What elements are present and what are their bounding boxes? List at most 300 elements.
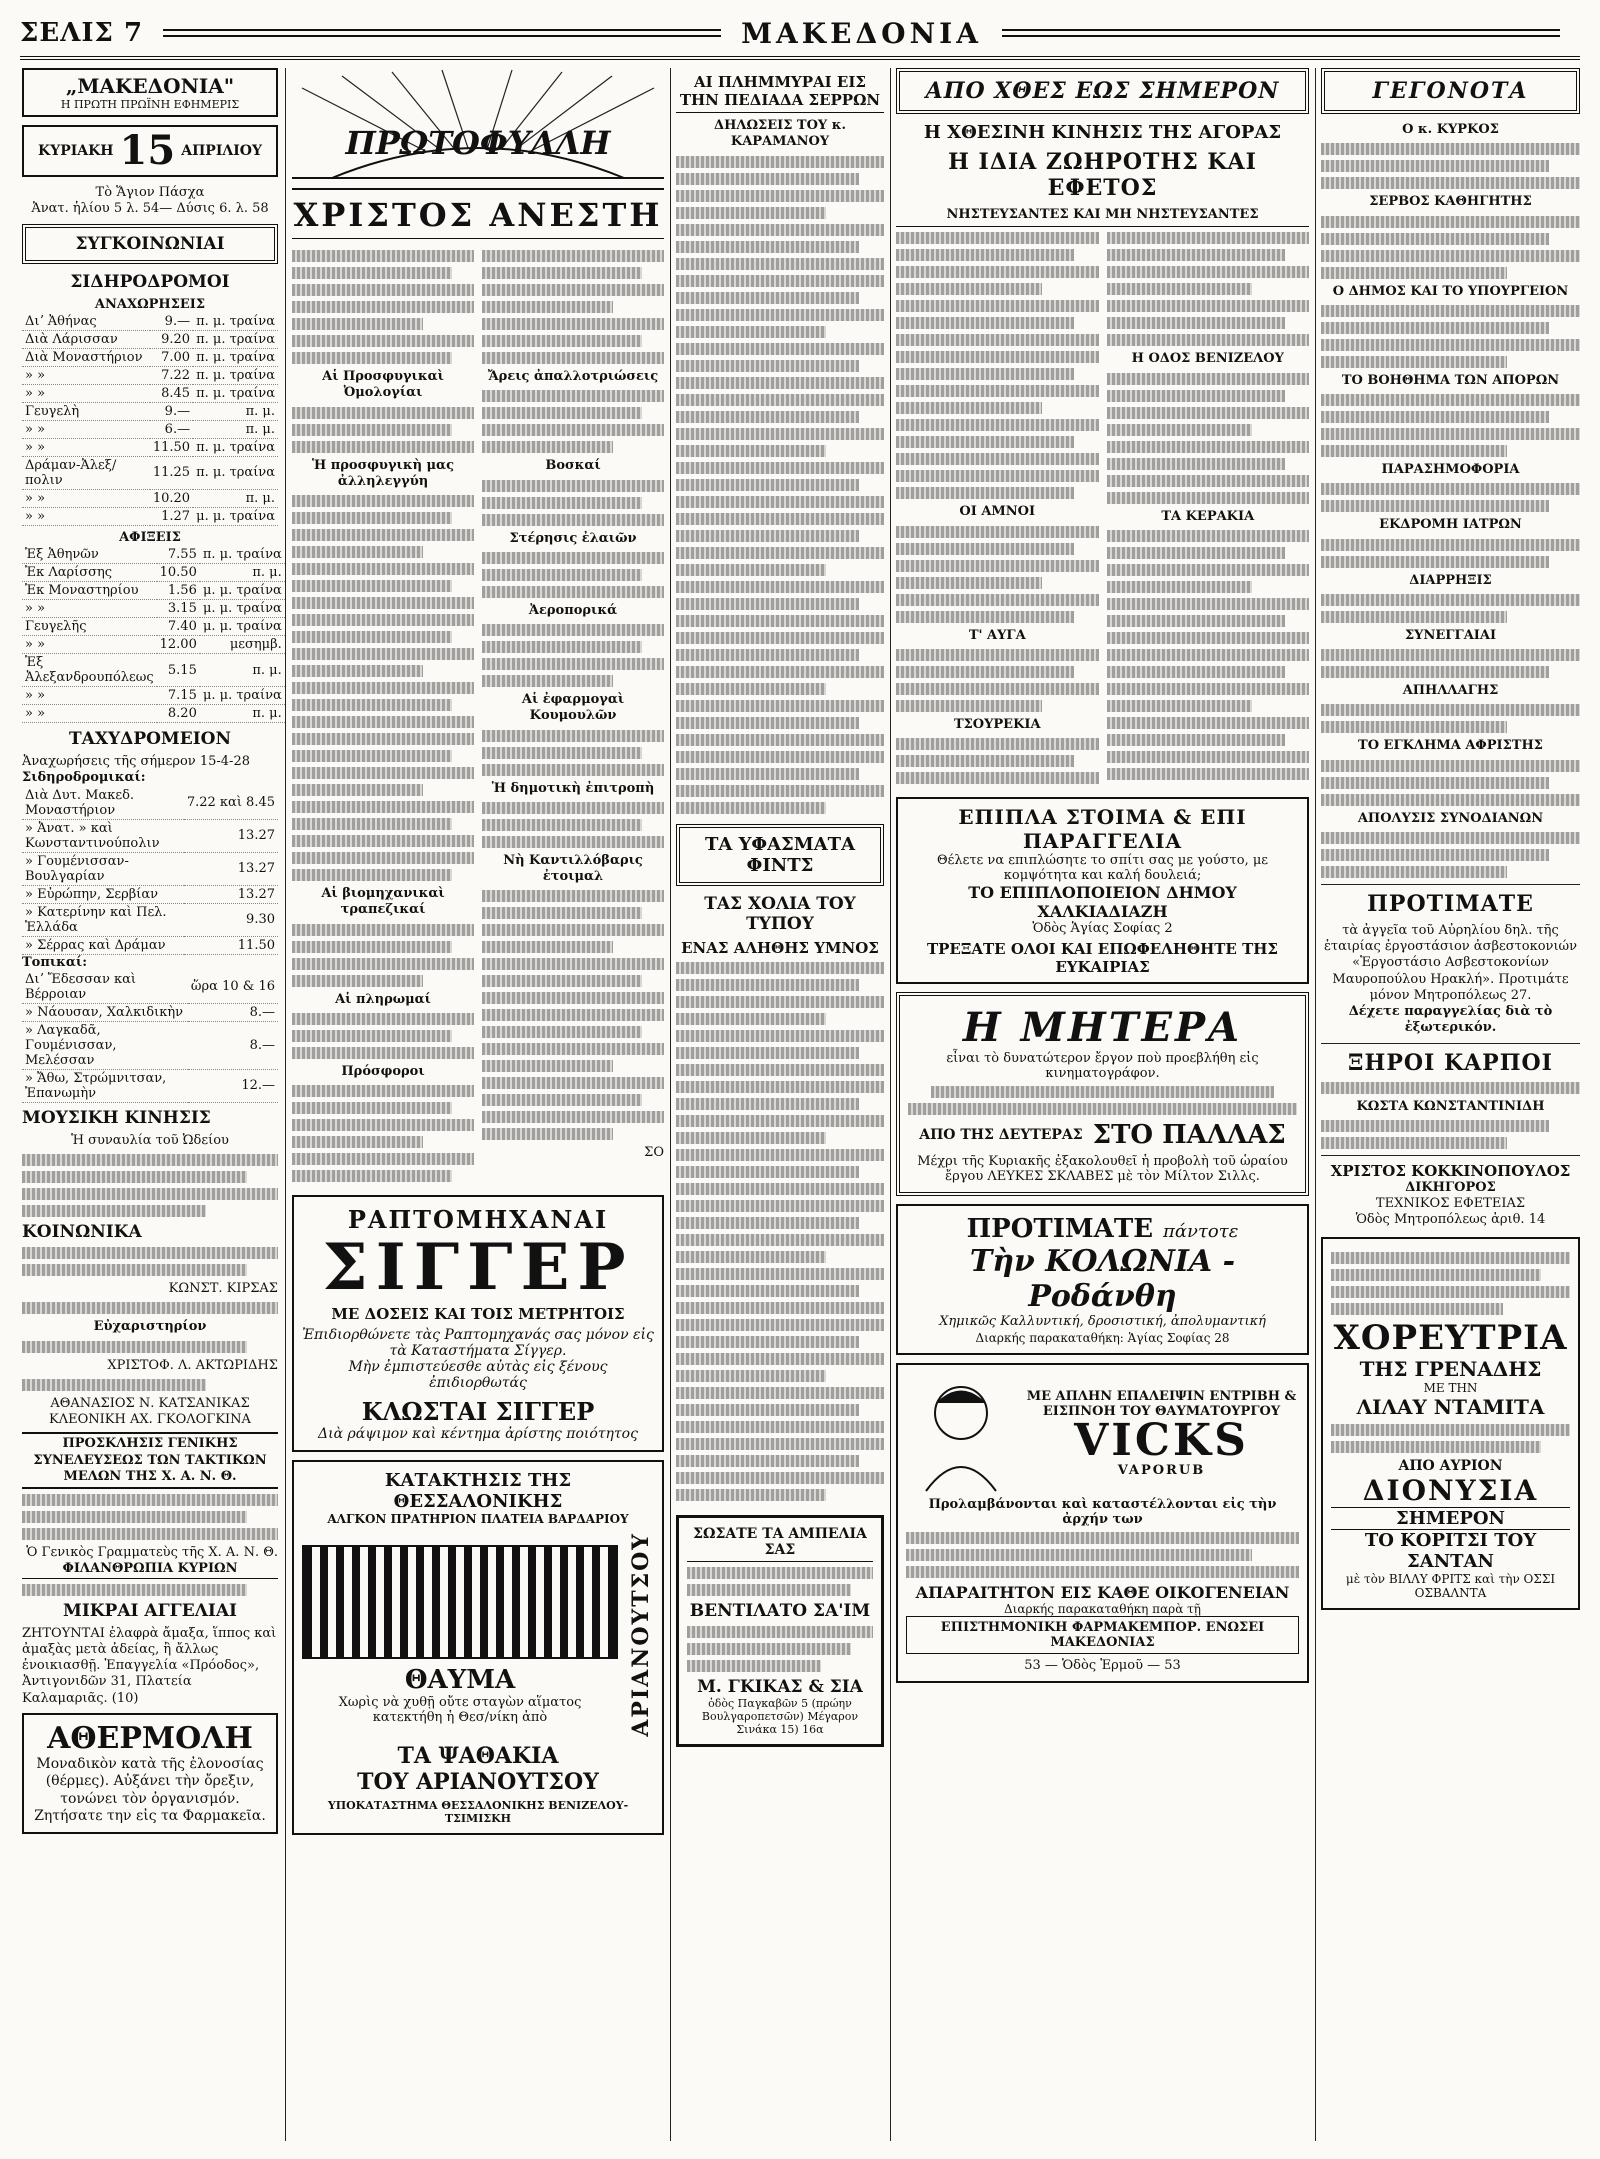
subhead-varia: Πρόσφοροι <box>341 1063 425 1079</box>
text-block <box>482 675 613 687</box>
text-block <box>1321 794 1580 806</box>
text-block <box>931 1086 1273 1098</box>
text-block <box>676 258 884 270</box>
text-block <box>1107 666 1285 678</box>
subhead-plates: Αἱ βιομηχανικαὶ τραπεζικαί <box>321 886 445 918</box>
table-cell: 8.20 <box>157 705 200 723</box>
table-cell: 13.27 <box>184 819 278 852</box>
text-block <box>676 1234 884 1246</box>
column-2 <box>292 68 664 2141</box>
text-block <box>22 1584 247 1596</box>
table-cell: π. μ. τραίνα <box>193 348 278 366</box>
text-block <box>292 563 474 575</box>
text-block <box>482 958 664 970</box>
text-block <box>292 1119 474 1131</box>
singer-text-2: Μὴν ἐμπιστεύεσθε αὐτὰς εἰς ξένους ἐπιδιορθωτάς <box>348 1359 608 1392</box>
text-block <box>482 441 613 453</box>
table-cell: 9.— <box>150 402 193 420</box>
shop-brand: ΑΡΙΑΝΟΥΤΣΟΥ <box>628 1532 654 1737</box>
text-block <box>1321 1082 1580 1094</box>
thermoli-ad <box>22 1713 278 1834</box>
text-block <box>292 941 452 953</box>
text-block <box>1321 704 1580 716</box>
subhead-arrests: Ἄρεις ἀπαλλοτριώσεις <box>487 369 659 384</box>
table-cell: 11.50 <box>150 438 193 456</box>
table-cell: μ. μ. τραίνα <box>193 507 278 525</box>
table-cell: 1.56 <box>157 582 200 600</box>
ventilato-ad <box>676 1515 884 1747</box>
text-block <box>22 1205 206 1217</box>
market-column-right <box>1107 227 1310 789</box>
dancer-name: ΛΙΛΑΥ ΝΤΑΜΙΤΑ <box>1356 1394 1545 1419</box>
table-row <box>22 507 278 525</box>
arianoutsos-ad <box>292 1460 664 1835</box>
text-block <box>1107 717 1310 729</box>
text-block <box>1107 598 1310 610</box>
thanks-signature-1: ΧΡΙΣΤΟΦ. Λ. ΑΚΤΩΡΙΔΗΣ <box>107 1357 278 1373</box>
text-block <box>1107 266 1310 278</box>
text-block <box>687 1643 851 1655</box>
singer-thread: ΚΛΩΣΤΑΙ ΣΙΓΓΕΡ <box>361 1397 595 1427</box>
masthead-box <box>22 68 278 117</box>
table-cell: 11.50 <box>184 936 278 954</box>
text-block <box>482 975 642 987</box>
column-3 <box>676 68 884 2141</box>
table-cell: μεσημβ. <box>200 636 285 654</box>
table-cell: 7.15 <box>157 687 200 705</box>
text-block <box>22 1264 247 1276</box>
text-block <box>482 641 642 653</box>
film-cinema: ΣΤΟ ΠΑΛΛΑΣ <box>1092 1120 1286 1150</box>
text-block <box>482 335 642 347</box>
text-block <box>1107 615 1285 627</box>
table-cell: » » <box>22 366 150 384</box>
table-cell: μ. μ. τραίνα <box>200 582 285 600</box>
text-block <box>896 577 1042 589</box>
subhead-venizelou: Η ΟΔΟΣ ΒΕΝΙΖΕΛΟΥ <box>1131 351 1284 367</box>
column-5 <box>1321 68 1580 2141</box>
table-cell: » Σέρρας καὶ Δράμαν <box>22 936 184 954</box>
text-block <box>292 529 474 541</box>
event-6-title: ΕΚΔΡΟΜΗ ΙΑΤΡΩΝ <box>1379 517 1522 533</box>
event-9-title: ΑΠΗΛΛΑΓΗΣ <box>1402 683 1499 698</box>
text-block <box>896 666 1074 678</box>
text-block <box>676 581 884 593</box>
nuts-title: ΞΗΡΟΙ ΚΑΡΠΟΙ <box>1348 1049 1553 1076</box>
subhead-stream: Στέρησις ἐλαιῶν <box>509 530 637 546</box>
text-block <box>1331 1303 1503 1315</box>
table-cell: » » <box>22 438 150 456</box>
text-block <box>482 1060 613 1072</box>
text-block <box>292 284 474 296</box>
table-row <box>22 438 278 456</box>
text-block <box>1321 250 1580 262</box>
subhead-clash: Αἱ ἐφαρμογαὶ Κουμουλῶν <box>521 692 625 724</box>
text-block <box>1107 373 1310 385</box>
vicks-ad <box>896 1363 1309 1683</box>
film-title: Η ΜΗΤΕΡΑ <box>962 1004 1243 1051</box>
text-block <box>292 267 452 279</box>
text-block <box>482 514 664 526</box>
cologne-desc: Χημικῶς Καλλυντική, δροσιστική, ἀπολυμαντική <box>939 1314 1266 1329</box>
text-block <box>676 530 859 542</box>
text-block <box>896 283 1042 295</box>
text-block <box>676 411 859 423</box>
text-block <box>482 1026 642 1038</box>
text-block <box>1107 768 1310 780</box>
text-block <box>676 1421 884 1433</box>
text-block <box>1107 564 1310 576</box>
date-box <box>22 125 278 177</box>
text-block <box>1331 1424 1570 1436</box>
text-block <box>292 648 474 660</box>
table-cell: Ἐκ Μοναστηρίου <box>22 582 157 600</box>
text-block <box>1107 458 1285 470</box>
fabric-headline-box <box>676 824 884 886</box>
text-block <box>676 1370 826 1382</box>
text-block <box>482 407 642 419</box>
railways-title: ΣΙΔΗΡΟΔΡΟΜΟΙ <box>70 271 230 292</box>
arrivals-title: ΑΦΙΞΕΙΣ <box>119 529 181 545</box>
table-cell: 12.— <box>188 1069 278 1102</box>
table-row <box>22 687 285 705</box>
text-block <box>896 594 1099 606</box>
text-block <box>676 979 859 991</box>
subhead-anniversary: Αἱ Προσφυγικαὶ Ὀμολογίαι <box>322 369 444 401</box>
table-row <box>22 564 285 582</box>
text-block <box>676 1047 859 1059</box>
easter-headline: ΧΡΙΣΤΟΣ ΑΝΕΣΤΗ <box>292 196 664 239</box>
text-block <box>1107 283 1253 295</box>
singer-ad <box>292 1195 664 1452</box>
text-block <box>676 1166 859 1178</box>
text-block <box>896 470 1099 482</box>
shop-signature: ΥΠΟΚΑΤΑΣΤΗΜΑ ΘΕΣΣΑΛΟΝΙΚΗΣ ΒΕΝΙΖΕΛΟΥ-ΤΣΙΜΙΣΚΗ <box>327 1798 629 1825</box>
text-block <box>1321 849 1549 861</box>
text-block <box>896 755 1074 767</box>
header-rule <box>1002 29 1560 37</box>
table-cell: Διʼ Ἀθήνας <box>22 313 150 331</box>
text-block <box>292 495 474 507</box>
text-block <box>1321 356 1507 368</box>
dancer-actors: μὲ τὸν ΒΙΛΛΥ ΦΡΙΤΣ καὶ τὴν ΟΣΣΙ ΟΣΒΑΛΝΤΑ <box>1345 1571 1556 1600</box>
table-row <box>22 1021 278 1069</box>
thermoli-text: Μοναδικὸν κατὰ τῆς ἐλονοσίας (θέρμες). Αὐξάνει τὴν ὄρεξιν, τονώνει τὸν ὀργανισμόν. Ζητήσατε την εἰς τα Φαρμακεῖα. <box>34 1755 266 1825</box>
table-cell: π. μ. τραίνα <box>200 546 285 564</box>
text-block <box>1321 760 1580 772</box>
vine-address: ὁδὸς Παγκαβῶν 5 (πρώην Βουλγαροπετσῶν) Μέγαρον Σινάκα 15) 16α <box>701 1696 859 1736</box>
table-cell: 7.22 καὶ 8.45 <box>184 787 278 820</box>
table-cell: Ἐξ Ἀθηνῶν <box>22 546 157 564</box>
text-block <box>482 836 664 848</box>
text-block <box>292 1153 474 1165</box>
banner-word: ΠΡΩΤΟΦΥΛΛΗ <box>345 124 611 162</box>
furniture-address: Ὁδὸς Ἁγίας Σοφίας 2 <box>1032 921 1173 936</box>
prefer-call: Δέχετε παραγγελίας διὰ τὸ ἐξωτερικόν. <box>1348 1004 1553 1036</box>
text-block <box>22 1171 247 1183</box>
text-block <box>896 368 1074 380</box>
text-block <box>1107 581 1253 593</box>
text-block <box>482 1077 664 1089</box>
table-cell: » Λαγκαδᾶ, Γουμένισσαν, Μελέσσαν <box>22 1021 188 1069</box>
text-block <box>482 318 664 330</box>
table-cell: » » <box>22 600 157 618</box>
feast-day: Τὸ Ἅγιον Πάσχα <box>95 185 205 200</box>
masthead-subtitle: Η ΠΡΩΤΗ ΠΡΩΪΝΗ ΕΦΗΜΕΡΙΣ <box>60 98 240 111</box>
text-block <box>22 1154 278 1166</box>
table-cell: π. μ. τραίνα <box>193 438 278 456</box>
text-block <box>292 250 474 262</box>
text-block <box>292 441 474 453</box>
text-block <box>1321 1120 1549 1132</box>
text-block <box>292 958 474 970</box>
text-block <box>1107 632 1310 644</box>
text-block <box>1107 441 1310 453</box>
text-block <box>676 734 884 746</box>
text-block <box>1321 267 1507 279</box>
text-block <box>1321 594 1580 606</box>
text-block <box>676 1387 884 1399</box>
table-row <box>22 636 285 654</box>
text-block <box>1107 475 1310 487</box>
text-block <box>676 496 884 508</box>
text-block <box>906 1532 1299 1544</box>
table-cell: 10.50 <box>157 564 200 582</box>
text-block <box>1321 866 1507 878</box>
table-cell: Γευγελὴ <box>22 402 150 420</box>
text-block <box>1107 700 1253 712</box>
text-block <box>292 750 452 762</box>
table-cell: π. μ. τραίνα <box>193 384 278 402</box>
text-block <box>1107 734 1285 746</box>
table-cell: π. μ. τραίνα <box>193 330 278 348</box>
table-cell: π. μ. τραίνα <box>193 366 278 384</box>
text-block <box>482 624 664 636</box>
text-block <box>896 543 1074 555</box>
event-4-title: ΤΟ ΒΟΗΘΗΜΑ ΤΩΝ ΑΠΟΡΩΝ <box>1341 372 1560 388</box>
text-block <box>676 751 884 763</box>
text-block <box>482 730 664 742</box>
post-title: ΤΑΧΥΔΡΟΜΕΙΟΝ <box>68 729 232 749</box>
text-block <box>292 597 474 609</box>
text-block <box>896 419 1099 431</box>
prefer-title: ΠΡΟΤΙΜΑΤΕ <box>1367 890 1534 917</box>
text-block <box>676 785 884 797</box>
subhead-candles: ΤΑ ΚΕΡΑΚΙΑ <box>1161 508 1255 524</box>
film-bottom: Μέχρι τῆς Κυριακῆς ἐξακολουθεῖ ἡ προβολὴ τοῦ ὡραίου ἔργου ΛΕΥΚΕΣ ΣΚΛΑΒΕΣ μὲ τὸν Μίλτον Σιλλς. <box>917 1154 1288 1184</box>
text-block <box>896 436 1074 448</box>
text-block <box>482 1128 613 1140</box>
lawyer-address: Ὁδὸς Μητροπόλεως ἀριθ. 14 <box>1355 1212 1546 1228</box>
singer-thread-sub: Διὰ ράψιμον καὶ κέντημα ἀρίστης ποιότητος <box>318 1426 638 1443</box>
text-block <box>482 390 664 402</box>
text-block <box>676 768 859 780</box>
event-1-title: Ο κ. ΚΥΡΚΟΣ <box>1402 122 1499 137</box>
text-block <box>482 802 664 814</box>
text-block <box>1321 160 1549 172</box>
text-block <box>1321 322 1549 334</box>
date-number: 15 <box>119 127 176 174</box>
vicks-line: Προλαμβάνονται καὶ καταστέλλονται εἰς τὴν ἀρχήν των <box>928 1497 1277 1527</box>
text-block <box>292 631 452 643</box>
paper-name: ΜΑΚΕΔΟΝΙΑ <box>741 16 982 50</box>
subhead-eggs: Τ' ΑΥΓΑ <box>968 627 1026 643</box>
text-block <box>676 445 826 457</box>
table-row <box>22 787 278 820</box>
table-cell: 9.30 <box>184 903 278 936</box>
table-cell: π. μ. <box>200 654 285 687</box>
divider <box>1321 1155 1580 1156</box>
text-block <box>896 700 1042 712</box>
table-cell: π. μ. <box>200 564 285 582</box>
lawyer-specialty: ΤΕΧΝΙΚΟΣ ΕΦΕΤΕΙΑΣ <box>1375 1196 1526 1211</box>
text-block <box>292 869 452 881</box>
text-block <box>22 1247 278 1259</box>
text-block <box>676 700 884 712</box>
text-block <box>1331 1252 1570 1264</box>
text-block <box>896 334 1099 346</box>
table-cell: » » <box>22 420 150 438</box>
text-block <box>482 586 664 598</box>
text-block <box>676 1285 859 1297</box>
music-subtitle: Ἡ συναυλία τοῦ Ὠδείου <box>71 1132 229 1148</box>
subhead-other: Αἱ πληρωμαί <box>335 991 431 1007</box>
column-4 <box>896 68 1309 2141</box>
text-block <box>896 649 1099 661</box>
text-block <box>896 317 1074 329</box>
text-block <box>896 300 1099 312</box>
text-block <box>676 547 884 559</box>
vicks-address: 53 — Ὁδὸς Ἑρμοῦ — 53 <box>1024 1658 1181 1673</box>
text-block <box>22 1511 247 1523</box>
fabric-subtitle: ΤΑΣ ΧΟΛΙΑ ΤΟΥ ΤΥΠΟΥ <box>704 893 856 934</box>
text-block <box>1321 394 1580 406</box>
table-row <box>22 582 285 600</box>
text-block <box>1321 539 1580 551</box>
table-cell: Ἐξ Ἀλεξανδρουπόλεως <box>22 654 157 687</box>
table-cell: μ. μ. τραίνα <box>200 687 285 705</box>
table-cell: 10.20 <box>150 489 193 507</box>
text-block <box>292 1047 474 1059</box>
text-block <box>676 1472 884 1484</box>
cologne-always: πάντοτε <box>1163 1221 1239 1242</box>
event-3-title: Ο ΔΗΜΟΣ ΚΑΙ ΤΟ ΥΠΟΥΡΓΕΙΟΝ <box>1332 283 1569 299</box>
subhead-news: Ἀεροπορικά <box>528 602 618 618</box>
text-block <box>676 1030 884 1042</box>
article-signature: ΣΟ <box>644 1145 664 1161</box>
text-block <box>906 1566 1299 1578</box>
table-cell: 7.55 <box>157 546 200 564</box>
text-block <box>1331 1286 1570 1298</box>
table-row <box>22 936 278 954</box>
text-block <box>1107 300 1310 312</box>
text-block <box>482 907 642 919</box>
text-block <box>292 1030 452 1042</box>
small-ads-text: ΖΗΤΟΥΝΤΑΙ ἐλαφρὰ ἄμαξα, ἵππος καὶ ἀμαξὰς μετὰ ἀδείας, ἢ ἄλλως ἐνοικιασθῇ. Ἐπαγγελία «Πρόοδος», Ἀντιγονιδῶν 31, Πλατεία Καλαμαριᾶς. (10) <box>22 1625 277 1706</box>
text-block <box>676 615 884 627</box>
table-cell: » Νάουσαν, Χαλκιδικὴν <box>22 1003 188 1021</box>
text-block <box>482 301 613 313</box>
text-block <box>292 1170 452 1182</box>
table-cell: π. μ. τραίνα <box>193 313 278 331</box>
text-block <box>292 1136 423 1148</box>
table-cell: » » <box>22 507 150 525</box>
column-divider <box>670 68 671 2141</box>
text-block <box>292 1013 474 1025</box>
table-cell: 13.27 <box>184 852 278 885</box>
vicks-top <box>906 1373 1299 1493</box>
event-10-title: ΤΟ ΕΓΚΛΗΜΑ ΑΦΡΙΣΤΗΣ <box>1358 738 1543 754</box>
text-block <box>1321 428 1580 440</box>
text-block <box>676 632 884 644</box>
table-cell: 5.15 <box>157 654 200 687</box>
shop-bottom-2: ΤΟΥ ΑΡΙΑΝΟΥΤΣΟΥ <box>357 1768 599 1795</box>
text-block <box>676 1064 884 1076</box>
text-block <box>687 1567 873 1579</box>
text-block <box>676 564 826 576</box>
table-cell: » Κατερίνην καὶ Πελ. Ἑλλάδα <box>22 903 184 936</box>
text-block <box>1321 143 1580 155</box>
text-block <box>482 1111 664 1123</box>
shop-miracle: ΘΑΥΜΑ <box>404 1664 516 1695</box>
text-block <box>676 292 859 304</box>
text-block <box>676 1302 884 1314</box>
text-block <box>676 717 859 729</box>
event-11-title: ΑΠΟΛΥΣΙΣ ΣΥΝΟΔΙΑΝΩΝ <box>1357 810 1544 826</box>
text-block <box>292 818 452 830</box>
text-block <box>676 190 884 202</box>
vicks-brand-2: VAPORUB <box>1117 1462 1206 1478</box>
month-name: ΑΠΡΙΛΙΟΥ <box>181 143 262 159</box>
table-row <box>22 384 278 402</box>
text-block <box>676 1200 884 1212</box>
dancer-today: ΣΗΜΕΡΟΝ <box>1331 1507 1570 1530</box>
sun-times: Ἀνατ. ἡλίου 5 λ. 54— Δύσις 6. λ. 58 <box>31 201 269 217</box>
text-block <box>906 1549 1252 1561</box>
table-row <box>22 420 278 438</box>
text-block <box>687 1584 851 1596</box>
table-row <box>22 489 278 507</box>
cologne-agent: Διαρκής παρακαταθήκη: Ἁγίας Σοφίας 28 <box>975 1331 1230 1345</box>
text-block <box>676 1489 826 1501</box>
shop-body <box>302 1532 654 1737</box>
text-block <box>676 1217 859 1229</box>
prefer-text: τὰ ἀγγεῖα τοῦ Αὐρηλίου δηλ. τῆς ἑταιρίας ἐργοστάσιον ἀσβεστοκονιών «Ἑργοστάσιο Ασβεστοκονίων Μαυροπούλου Ηρακλή». Προτιμάτε μόνον Μητροπόλεως 27. <box>1323 922 1578 1003</box>
text-block <box>676 173 859 185</box>
social-signature: ΚΩΝΣΤ. ΚΙΡΣΑΣ <box>168 1281 278 1296</box>
table-cell: » » <box>22 687 157 705</box>
table-cell: Ἐκ Λαρίσσης <box>22 564 157 582</box>
text-block <box>676 1115 884 1127</box>
text-block <box>676 1149 884 1161</box>
shop-title: ΚΑΤΑΚΤΗΣΙΣ ΤΗΣ ΘΕΣΣΑΛΟΝΙΚΗΣ <box>384 1470 572 1513</box>
social-title: ΚΟΙΝΩΝΙΚΑ <box>22 1222 142 1242</box>
table-row <box>22 600 285 618</box>
text-block <box>482 890 664 902</box>
text-block <box>896 385 1099 397</box>
text-block <box>292 975 423 987</box>
text-block <box>1107 407 1310 419</box>
text-block <box>1107 390 1285 402</box>
cologne-brand: Τὴν ΚΟΛΩΝΙΑ - Ροδάνθη <box>969 1244 1236 1314</box>
table-cell: » Ἄθω, Στρώμνιτσαν, Ἐπανωμὴν <box>22 1069 188 1102</box>
column-divider <box>285 68 286 2141</box>
text-block <box>676 598 859 610</box>
easter-banner <box>292 68 664 190</box>
subhead-ni: Νὴ Καντιλλόβαρις ἐτοιμαλ <box>503 852 643 884</box>
text-block <box>1107 334 1310 346</box>
page-label: ΣΕΛΙΣ 7 <box>20 18 144 48</box>
